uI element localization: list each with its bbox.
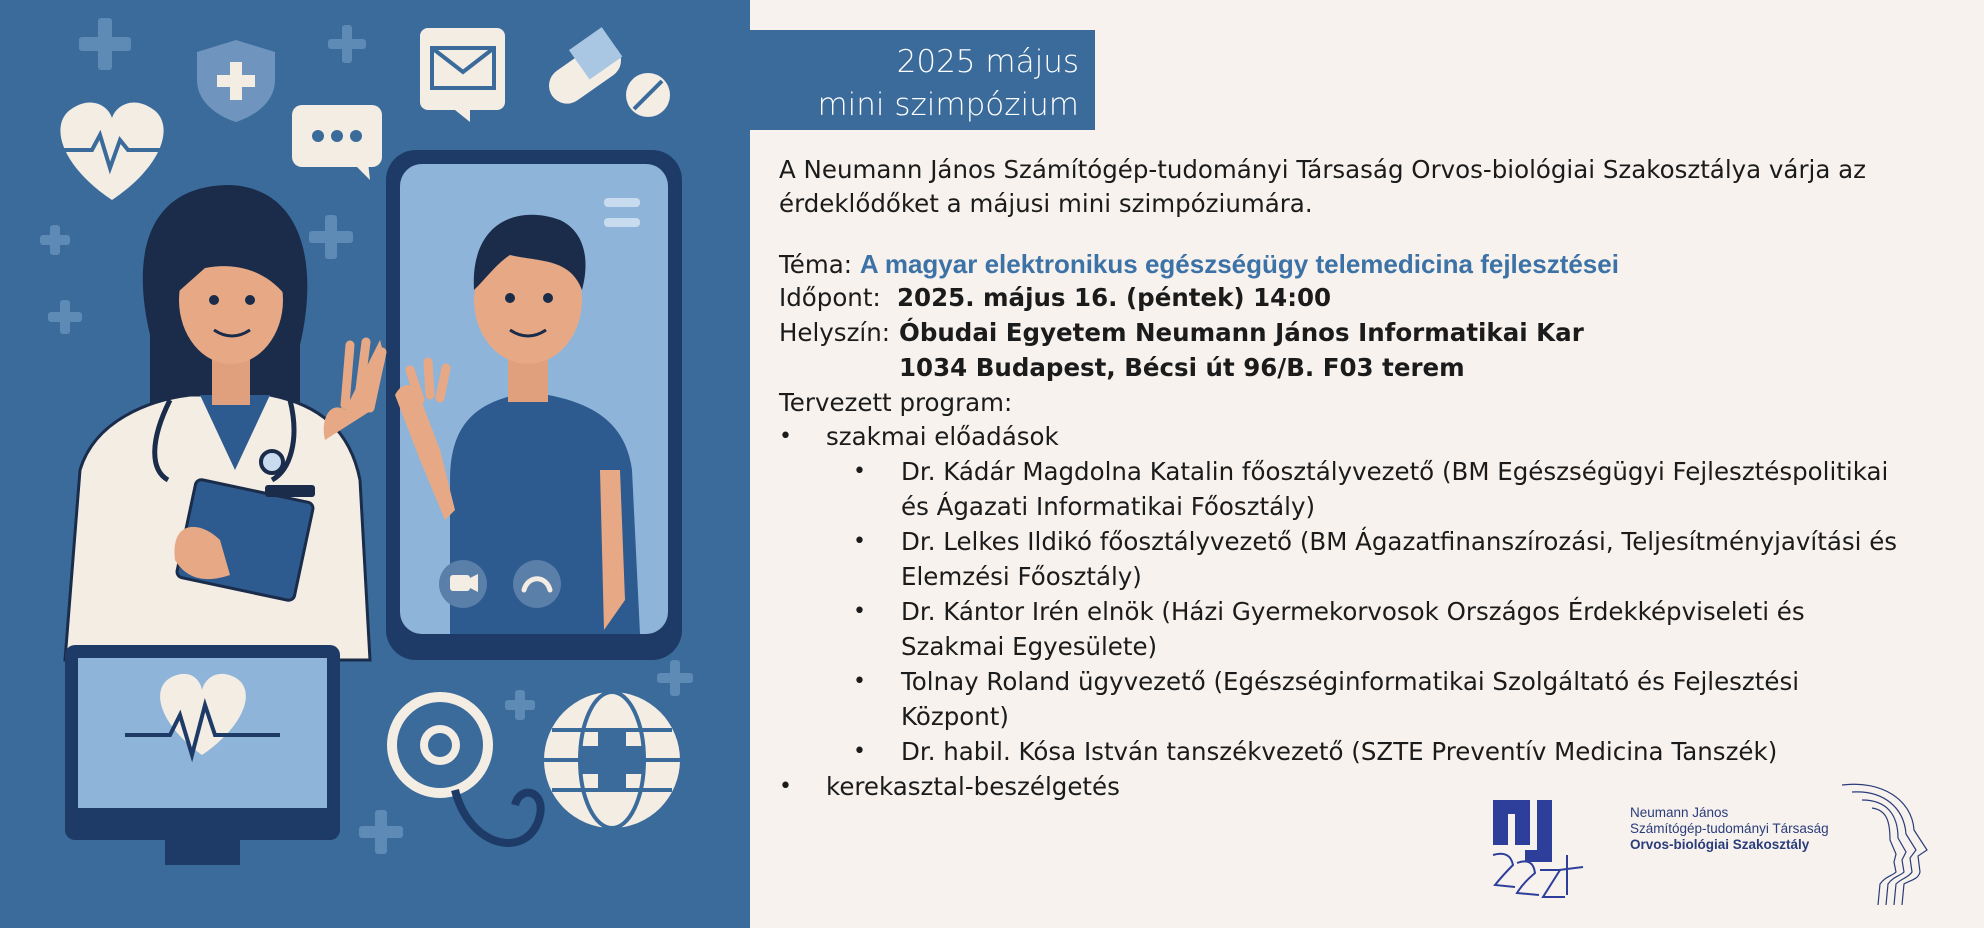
speaker-4-line2: Központ) (901, 702, 1009, 731)
bullet: • (853, 669, 866, 694)
speaker-1-line1: Dr. Kádár Magdolna Katalin főosztályvezető (BM Egészségügyi Fejlesztéspolitikai (901, 457, 1889, 486)
date-value: 2025. május 16. (péntek) 14:00 (897, 283, 1332, 312)
topic-label: Téma: (779, 250, 853, 279)
speaker-2-line2: Elemzési Főosztály) (901, 562, 1142, 591)
program-label: Tervezett program: (779, 388, 1013, 417)
bullet: • (853, 459, 866, 484)
bullet: • (779, 424, 792, 449)
monitor-heart-icon (65, 645, 340, 865)
society-name-line1: Neumann János (1630, 805, 1729, 820)
society-name-line2: Számítógép-tudományi Társaság (1630, 821, 1829, 836)
globe-plus-icon (544, 692, 680, 828)
topic-value: A magyar elektronikus egészségügy telemedicina fejlesztései (859, 249, 1619, 279)
program-section-roundtable: kerekasztal-beszélgetés (826, 772, 1120, 801)
bullet: • (853, 529, 866, 554)
bullet: • (853, 599, 866, 624)
profile-head-logo (1832, 780, 1937, 910)
bullet: • (779, 774, 792, 799)
speaker-1-line2: és Ágazati Informatikai Főosztály) (901, 492, 1315, 521)
location-line1: Óbudai Egyetem Neumann János Informatikai Kar (899, 318, 1584, 347)
event-title-line1: 2025 május (896, 44, 1079, 80)
location-label: Helyszín: (779, 318, 891, 347)
location-line2: 1034 Budapest, Bécsi út 96/B. F03 terem (899, 353, 1465, 382)
speaker-5-line1: Dr. habil. Kósa István tanszékvezető (SZTE Preventív Medicina Tanszék) (901, 737, 1778, 766)
smartphone-icon (386, 150, 682, 660)
intro-line2: érdeklődőket a májusi mini szimpóziumára. (779, 189, 1313, 218)
event-title-box (750, 30, 1095, 130)
speaker-3-line2: Szakmai Egyesülete) (901, 632, 1158, 661)
envelope-icon (420, 28, 505, 122)
bullet: • (853, 739, 866, 764)
telemedicine-illustration (0, 0, 750, 928)
society-logo-text (1630, 805, 1830, 853)
speaker-2-line1: Dr. Lelkes Ildikó főosztályvezető (BM Ágazatfinanszírozási, Teljesítményjavítási és (901, 527, 1898, 556)
program-section-lectures: szakmai előadások (826, 422, 1059, 451)
society-name-line3: Orvos-biológiai Szakosztály (1630, 837, 1810, 852)
intro-line1: A Neumann János Számítógép-tudományi Társaság Orvos-biológiai Szakosztálya várja az (779, 155, 1866, 184)
njszt-logo (1485, 795, 1600, 905)
event-title-line2: mini szimpózium (817, 87, 1079, 123)
topic-row (779, 247, 1619, 282)
speaker-4-line1: Tolnay Roland ügyvezető (Egészséginformatikai Szolgáltató és Fejlesztési (901, 667, 1800, 696)
speaker-3-line1: Dr. Kántor Irén elnök (Házi Gyermekorvosok Országos Érdekképviseleti és (901, 597, 1805, 626)
date-label: Időpont: (779, 283, 881, 312)
